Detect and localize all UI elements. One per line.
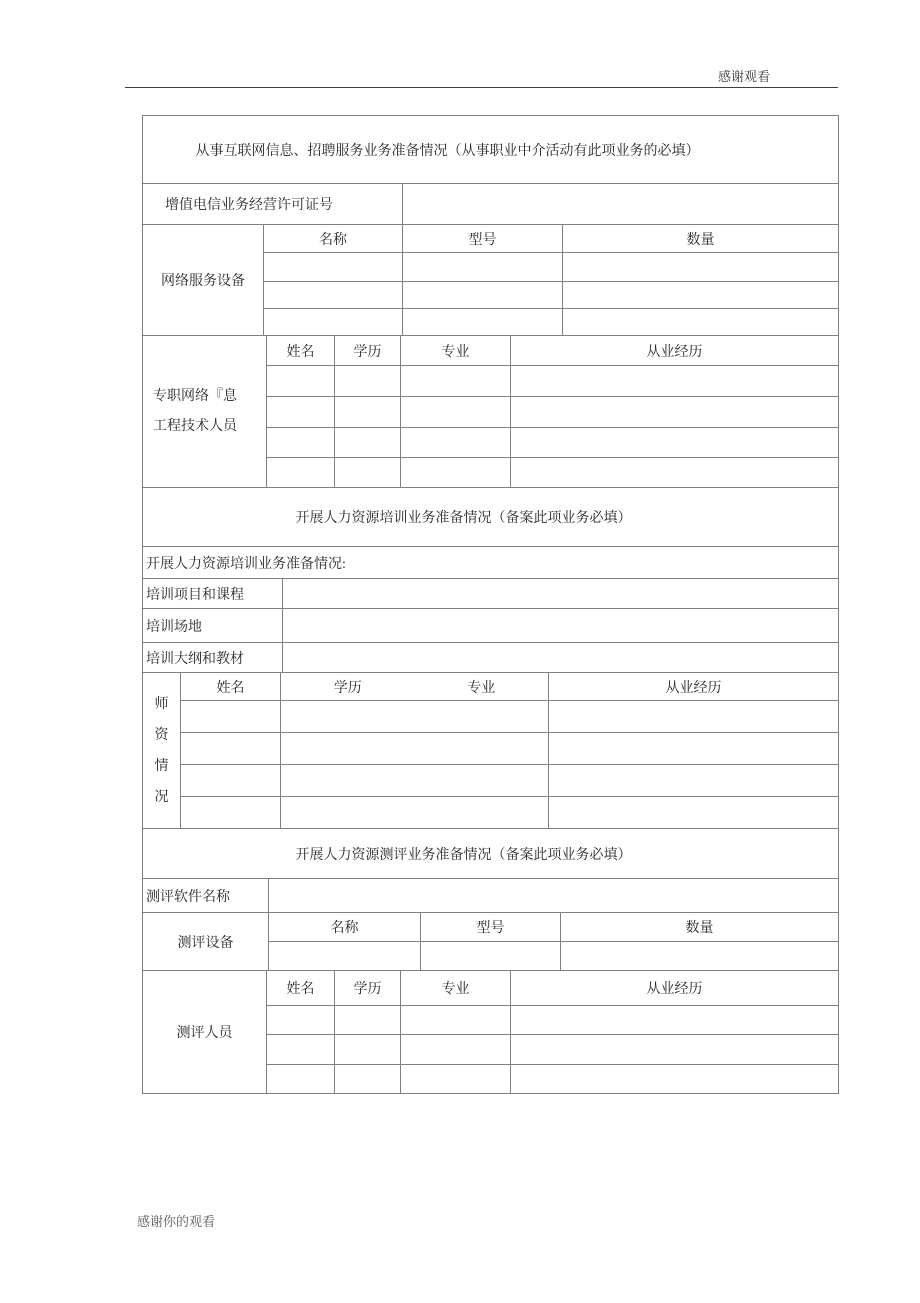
assessment-software-value-cell[interactable] xyxy=(269,879,839,913)
teachers-label xyxy=(143,673,181,829)
header-divider xyxy=(125,87,838,88)
assessment-staff-empty-row xyxy=(267,1006,839,1035)
column-header-major: 专业 xyxy=(401,971,511,1006)
staff-major-cell[interactable] xyxy=(401,1006,511,1035)
teachers-header-row xyxy=(181,673,839,701)
section2-title-row xyxy=(143,488,839,547)
teacher-experience-cell[interactable] xyxy=(549,733,839,765)
network-staff-label-line1: 专职网络『息 xyxy=(153,388,237,404)
header-note: 感谢观看 xyxy=(718,69,771,84)
teachers-empty-row xyxy=(181,765,839,797)
column-header-quantity: 数量 xyxy=(563,225,839,253)
staff-major-cell[interactable] xyxy=(401,397,511,428)
assessment-staff-header-row xyxy=(267,971,839,1006)
equipment-name-cell[interactable] xyxy=(269,942,421,971)
network-equipment-header-row xyxy=(264,225,839,253)
assessment-software-label: 测评软件名称 xyxy=(143,879,269,913)
network-staff-empty-row xyxy=(267,428,839,458)
equipment-quantity-cell[interactable] xyxy=(563,282,839,309)
staff-experience-cell[interactable] xyxy=(511,397,839,428)
teacher-name-cell[interactable] xyxy=(181,797,281,829)
teachers-label-char: 师 xyxy=(154,696,169,712)
column-header-education: 学历 xyxy=(335,971,401,1006)
license-row xyxy=(143,184,839,225)
network-staff-section xyxy=(143,336,839,488)
teacher-education-major-cell[interactable] xyxy=(281,765,549,797)
staff-experience-cell[interactable] xyxy=(511,1035,839,1065)
staff-education-cell[interactable] xyxy=(335,1035,401,1065)
staff-major-cell[interactable] xyxy=(401,458,511,488)
teacher-name-cell[interactable] xyxy=(181,733,281,765)
staff-education-cell[interactable] xyxy=(335,458,401,488)
network-staff-empty-row xyxy=(267,458,839,488)
column-header-experience: 从业经历 xyxy=(549,673,839,701)
equipment-name-cell[interactable] xyxy=(264,253,403,282)
teachers-label-char: 资 xyxy=(154,727,169,743)
assessment-staff-empty-row xyxy=(267,1035,839,1065)
staff-major-cell[interactable] xyxy=(401,1035,511,1065)
section1-title: 从事互联网信息、招聘服务业务准备情况（从事职业中介活动有此项业务的必填） xyxy=(143,116,839,184)
staff-education-cell[interactable] xyxy=(335,397,401,428)
assessment-software-row xyxy=(143,879,839,913)
staff-education-cell[interactable] xyxy=(335,428,401,458)
column-header-name: 姓名 xyxy=(181,673,281,701)
network-staff-empty-row xyxy=(267,366,839,397)
teacher-education-major-cell[interactable] xyxy=(281,733,549,765)
network-equipment-empty-row xyxy=(264,282,839,309)
section3-title: 开展人力资源测评业务准备情况（备案此项业务必填） xyxy=(143,829,839,879)
teachers-empty-row xyxy=(181,701,839,733)
training-courses-label: 培训项目和课程 xyxy=(143,579,283,609)
assessment-staff-empty-row xyxy=(267,1065,839,1094)
training-intro-row xyxy=(143,547,839,579)
teacher-experience-cell[interactable] xyxy=(549,701,839,733)
section1-title-row xyxy=(143,116,839,184)
equipment-model-cell[interactable] xyxy=(421,942,561,971)
equipment-model-cell[interactable] xyxy=(403,253,563,282)
license-label: 增值电信业务经营许可证号 xyxy=(143,184,403,225)
equipment-quantity-cell[interactable] xyxy=(563,309,839,336)
assessment-equipment-section xyxy=(143,913,839,971)
staff-major-cell[interactable] xyxy=(401,428,511,458)
column-header-quantity: 数量 xyxy=(561,913,839,942)
network-staff-header-row xyxy=(267,336,839,366)
staff-name-cell[interactable] xyxy=(267,1035,335,1065)
network-staff-label xyxy=(143,336,267,488)
teachers-label-char: 况 xyxy=(154,789,169,805)
teacher-education-major-cell[interactable] xyxy=(281,701,549,733)
network-equipment-empty-row xyxy=(264,253,839,282)
training-courses-row xyxy=(143,579,839,609)
staff-experience-cell[interactable] xyxy=(511,366,839,397)
column-header-model: 型号 xyxy=(403,225,563,253)
equipment-quantity-cell[interactable] xyxy=(561,942,839,971)
staff-major-cell[interactable] xyxy=(401,1065,511,1094)
column-header-name: 姓名 xyxy=(267,971,335,1006)
column-header-name: 名称 xyxy=(269,913,421,942)
column-header-experience: 从业经历 xyxy=(511,971,839,1006)
teachers-label-char: 情 xyxy=(154,758,169,774)
assessment-staff-label: 测评人员 xyxy=(143,971,267,1094)
assessment-equipment-empty-row xyxy=(269,942,839,971)
equipment-model-cell[interactable] xyxy=(403,282,563,309)
staff-experience-cell[interactable] xyxy=(511,1065,839,1094)
network-equipment-empty-row xyxy=(264,309,839,336)
staff-education-cell[interactable] xyxy=(335,1006,401,1035)
network-equipment-label: 网络服务设备 xyxy=(143,225,264,336)
teacher-experience-cell[interactable] xyxy=(549,765,839,797)
training-venue-label: 培训场地 xyxy=(143,609,283,643)
network-staff-empty-row xyxy=(267,397,839,428)
column-header-education: 学历 xyxy=(333,680,362,696)
teacher-name-cell[interactable] xyxy=(181,701,281,733)
business-preparation-form-table xyxy=(142,115,839,1094)
network-equipment-section xyxy=(143,225,839,336)
section3-title-row xyxy=(143,829,839,879)
teacher-experience-cell[interactable] xyxy=(549,797,839,829)
training-syllabus-value-cell[interactable] xyxy=(283,643,839,673)
teachers-empty-row xyxy=(181,733,839,765)
training-syllabus-label: 培训大纲和教材 xyxy=(143,643,283,673)
assessment-equipment-label: 测评设备 xyxy=(143,913,269,971)
equipment-model-cell[interactable] xyxy=(403,309,563,336)
staff-experience-cell[interactable] xyxy=(511,1006,839,1035)
staff-name-cell[interactable] xyxy=(267,428,335,458)
teacher-name-cell[interactable] xyxy=(181,765,281,797)
teacher-education-major-cell[interactable] xyxy=(281,797,549,829)
staff-name-cell[interactable] xyxy=(267,1065,335,1094)
teachers-section xyxy=(143,673,839,829)
staff-experience-cell[interactable] xyxy=(511,428,839,458)
column-header-model: 型号 xyxy=(421,913,561,942)
staff-major-cell[interactable] xyxy=(401,366,511,397)
staff-name-cell[interactable] xyxy=(267,366,335,397)
staff-education-cell[interactable] xyxy=(335,1065,401,1094)
section2-title: 开展人力资源培训业务准备情况（备案此项业务必填） xyxy=(143,488,839,547)
column-header-name: 姓名 xyxy=(267,336,335,366)
column-header-experience: 从业经历 xyxy=(511,336,839,366)
equipment-quantity-cell[interactable] xyxy=(563,253,839,282)
column-header-education: 学历 xyxy=(335,336,401,366)
footer-note: 感谢你的观看 xyxy=(137,1214,216,1229)
column-header-major: 专业 xyxy=(467,680,496,696)
column-header-name: 名称 xyxy=(264,225,403,253)
training-intro-text: 开展人力资源培训业务准备情况: xyxy=(143,547,839,579)
staff-name-cell[interactable] xyxy=(267,458,335,488)
assessment-equipment-header-row xyxy=(269,913,839,942)
staff-experience-cell[interactable] xyxy=(511,458,839,488)
training-courses-value-cell[interactable] xyxy=(283,579,839,609)
staff-education-cell[interactable] xyxy=(335,366,401,397)
training-syllabus-row xyxy=(143,643,839,673)
column-header-education-major xyxy=(281,673,549,701)
network-staff-label-line2: 工程技术人员 xyxy=(153,418,237,434)
equipment-name-cell[interactable] xyxy=(264,282,403,309)
teachers-empty-row xyxy=(181,797,839,829)
equipment-name-cell[interactable] xyxy=(264,309,403,336)
license-value-cell[interactable] xyxy=(403,184,839,225)
assessment-staff-section xyxy=(143,971,839,1094)
staff-name-cell[interactable] xyxy=(267,397,335,428)
training-venue-value-cell[interactable] xyxy=(283,609,839,643)
training-venue-row xyxy=(143,609,839,643)
column-header-major: 专业 xyxy=(401,336,511,366)
staff-name-cell[interactable] xyxy=(267,1006,335,1035)
